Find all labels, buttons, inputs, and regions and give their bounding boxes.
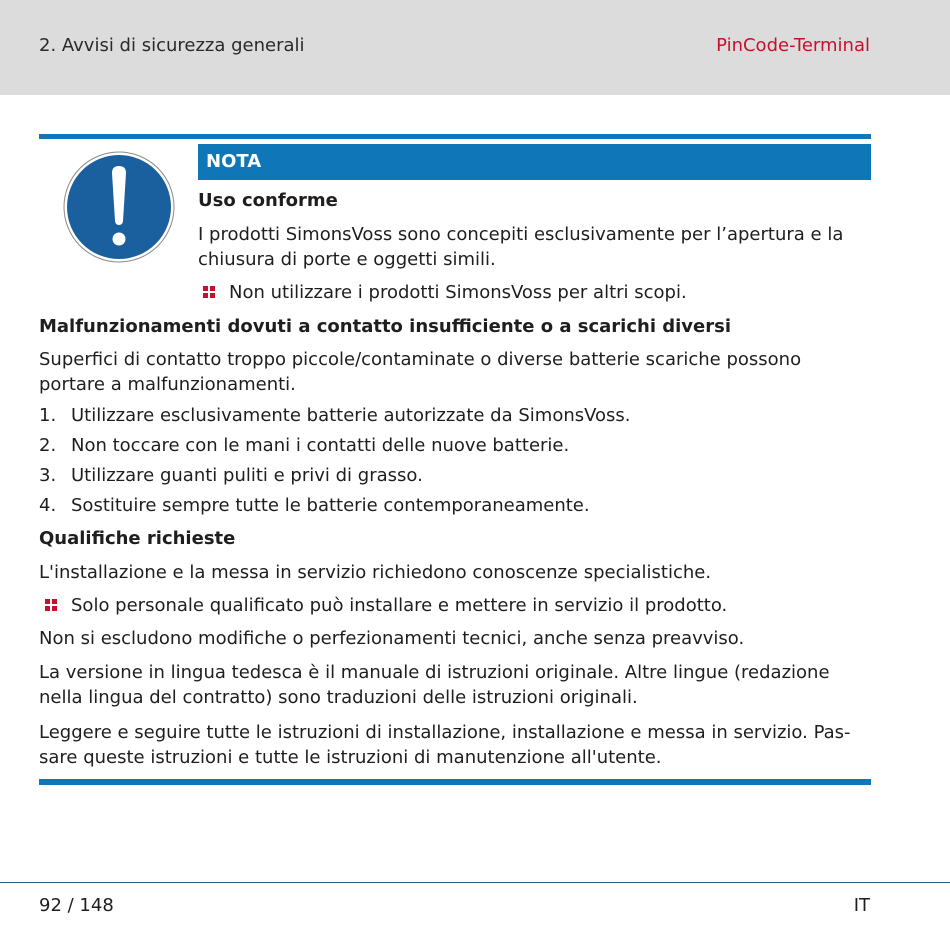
step-text: Sostituire sempre tutte le batterie contemporaneamente. (71, 495, 590, 516)
step-text: Non toccare con le mani i contatti delle nuove batterie. (71, 435, 570, 456)
language-code: IT (853, 895, 870, 916)
page-number: 92 / 148 (39, 895, 114, 916)
bullet-icon (203, 286, 215, 298)
notice-label: NOTA (198, 144, 871, 180)
malfunction-text-line-2: portare a malfunzionamenti. (39, 374, 296, 395)
notice-heading: Uso conforme (198, 190, 338, 211)
exclamation-icon (63, 151, 175, 263)
instructions-paragraph-line-1: Leggere e seguire tutte le istruzioni di installazione, installazione e messa in servizio. Pas- (39, 722, 851, 743)
step-number: 3. (39, 465, 57, 486)
language-paragraph-line-1: La versione in lingua tedesca è il manuale di istruzioni originale. Altre lingue (redazione (39, 662, 830, 683)
page-header (0, 0, 950, 95)
qualifications-text: L'installazione e la messa in servizio richiedono conoscenze specialistiche. (39, 562, 712, 583)
notice-text-line-1: I prodotti SimonsVoss sono concepiti esclusivamente per l’apertura e la (198, 224, 844, 245)
footer-divider (0, 882, 950, 883)
section-title: 2. Avvisi di sicurezza generali (39, 35, 305, 56)
language-paragraph-line-2: nella lingua del contratto) sono traduzioni delle istruzioni originali. (39, 687, 638, 708)
bullet-icon (45, 599, 57, 611)
malfunction-heading: Malfunzionamenti dovuti a contatto insufficiente o a scarichi diversi (39, 316, 732, 337)
step-number: 4. (39, 495, 57, 516)
qualifications-heading: Qualifiche richieste (39, 528, 236, 549)
malfunction-text-line-1: Superfici di contatto troppo piccole/contaminate o diverse batterie scariche possono (39, 349, 802, 370)
notice-bottom-rule (39, 779, 871, 785)
qualifications-bullet-text: Solo personale qualificato può installare e mettere in servizio il prodotto. (71, 595, 728, 616)
product-name: PinCode-Terminal (716, 35, 870, 56)
notice-text-line-2: chiusura di porte e oggetti simili. (198, 249, 496, 270)
notice-bullet-text: Non utilizzare i prodotti SimonsVoss per altri scopi. (229, 282, 687, 303)
changes-paragraph: Non si escludono modifiche o perfezionamenti tecnici, anche senza preavviso. (39, 628, 745, 649)
step-text: Utilizzare esclusivamente batterie autorizzate da SimonsVoss. (71, 405, 631, 426)
notice-top-rule (39, 134, 871, 139)
step-number: 2. (39, 435, 57, 456)
step-number: 1. (39, 405, 57, 426)
step-text: Utilizzare guanti puliti e privi di grasso. (71, 465, 423, 486)
instructions-paragraph-line-2: sare queste istruzioni e tutte le istruzioni di manutenzione all'utente. (39, 747, 662, 768)
